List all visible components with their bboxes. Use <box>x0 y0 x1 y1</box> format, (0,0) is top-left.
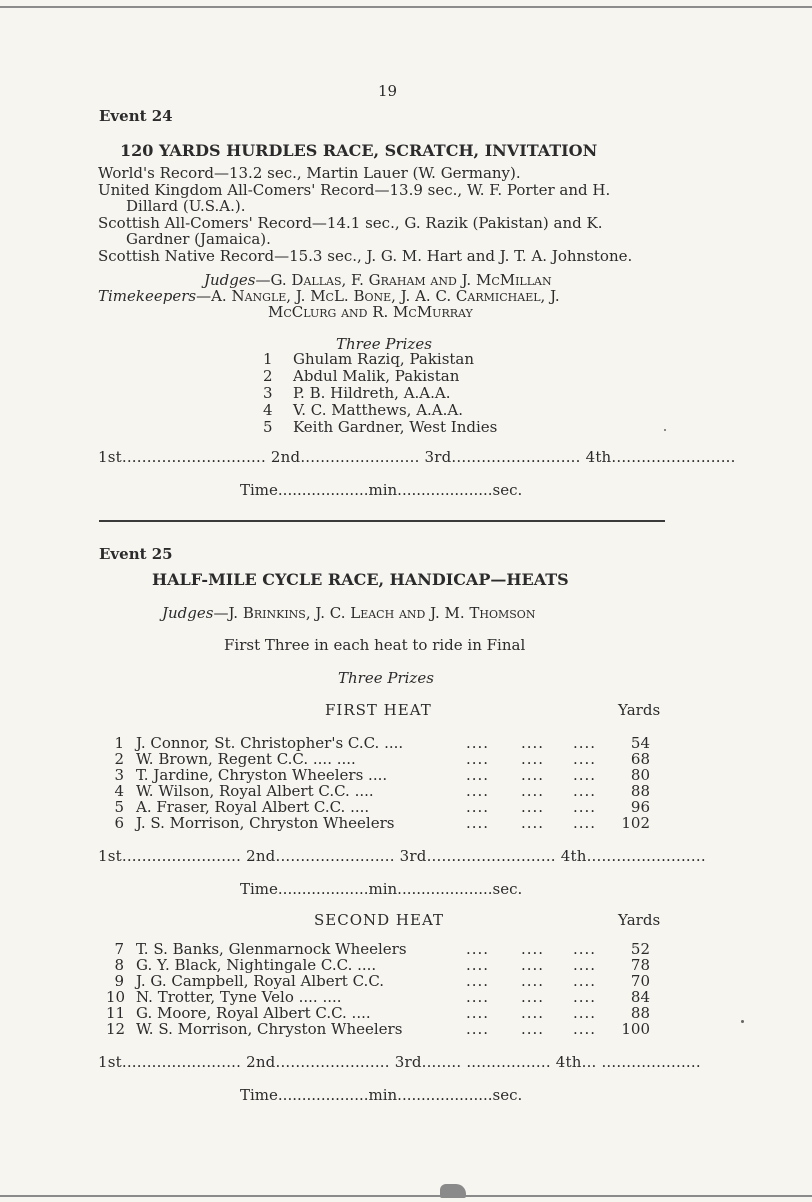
leader-dots: .... <box>466 798 490 816</box>
leader-dots: .... <box>466 940 490 958</box>
competitor-name: Abdul Malik, Pakistan <box>293 367 460 385</box>
entry-number: 4 <box>114 782 124 800</box>
entry-name: A. Fraser, Royal Albert C.C. .... <box>136 798 370 816</box>
first-heat-result-line[interactable]: 1st........................ 2nd........................ 3rd.......................... 4th........................ <box>98 847 706 865</box>
entry-number: 10 <box>106 988 126 1006</box>
table-row <box>106 940 650 958</box>
entry-yards: 54 <box>630 734 650 752</box>
entry-number: 7 <box>114 940 124 958</box>
leader-dots: .... <box>573 940 597 958</box>
competitor-number: 5 <box>263 418 273 436</box>
scan-mark <box>440 1184 466 1198</box>
leader-dots: .... <box>466 782 490 800</box>
table-row <box>106 1020 650 1038</box>
entry-name: T. Jardine, Chryston Wheelers .... <box>136 766 388 784</box>
leader-dots: .... <box>466 814 490 832</box>
leader-dots: .... <box>521 1020 545 1038</box>
uk-record: United Kingdom All-Comers' Record—13.9 sec., W. F. Porter and H. <box>98 181 611 199</box>
entry-name: J. G. Campbell, Royal Albert C.C. <box>136 972 385 990</box>
competitor-name: Ghulam Raziq, Pakistan <box>293 350 475 368</box>
entry-name: G. Moore, Royal Albert C.C. .... <box>136 1004 371 1022</box>
entry-name: N. Trotter, Tyne Velo .... .... <box>136 988 342 1006</box>
competitor-name: V. C. Matthews, A.A.A. <box>293 401 463 419</box>
table-row <box>106 750 650 768</box>
table-row <box>106 988 650 1006</box>
list-item <box>263 385 497 402</box>
leader-dots: .... <box>573 782 597 800</box>
table-row <box>106 956 650 974</box>
section-divider <box>99 520 665 522</box>
entry-yards: 100 <box>621 1020 650 1038</box>
entry-yards: 80 <box>630 766 650 784</box>
timekeepers-names: —A. Nangle, J. McL. Bone, J. A. C. Carmichael, J. <box>196 287 560 305</box>
competitor-number: 1 <box>263 350 273 368</box>
leader-dots: .... <box>573 814 597 832</box>
second-heat-title: SECOND HEAT <box>314 911 444 929</box>
second-heat-yards-header: Yards <box>618 911 661 929</box>
judges-names: —G. Dallas, F. Graham and J. McMillan <box>255 271 552 289</box>
table-row <box>106 972 650 990</box>
judges-names: —J. Brinkins, J. C. Leach and J. M. Thomson <box>213 604 536 622</box>
table-row <box>106 766 650 784</box>
entry-name: J. Connor, St. Christopher's C.C. .... <box>136 734 404 752</box>
entry-number: 5 <box>114 798 124 816</box>
entry-yards: 78 <box>630 956 650 974</box>
event-24-label: Event 24 <box>99 107 173 125</box>
leader-dots: .... <box>573 750 597 768</box>
event-24-time-line[interactable]: Time...................min....................sec. <box>240 481 523 499</box>
world-record: World's Record—13.2 sec., Martin Lauer (W. Germany). <box>98 164 521 182</box>
entry-yards: 102 <box>621 814 650 832</box>
table-row <box>106 1004 650 1022</box>
page-number: 19 <box>378 82 398 100</box>
native-record: Scottish Native Record—15.3 sec., J. G. M. Hart and J. T. A. Johnstone. <box>98 247 633 265</box>
scan-speck <box>664 429 666 431</box>
event-25-prizes: Three Prizes <box>338 669 434 687</box>
entry-number: 3 <box>114 766 124 784</box>
table-row <box>106 798 650 816</box>
judges-label: Judges <box>162 604 214 622</box>
leader-dots: .... <box>521 988 545 1006</box>
leader-dots: .... <box>466 972 490 990</box>
leader-dots: .... <box>573 766 597 784</box>
event-24-title: 120 YARDS HURDLES RACE, SCRATCH, INVITATION <box>120 141 598 160</box>
first-heat-yards-header: Yards <box>618 701 661 719</box>
scottish-record: Scottish All-Comers' Record—14.1 sec., G. Razik (Pakistan) and K. <box>98 214 603 232</box>
competitor-name: Keith Gardner, West Indies <box>293 418 498 436</box>
leader-dots: .... <box>521 940 545 958</box>
entry-number: 9 <box>114 972 124 990</box>
entry-number: 2 <box>114 750 124 768</box>
scottish-record-continued: Gardner (Jamaica). <box>126 230 271 248</box>
event-24-competitors <box>263 351 497 436</box>
entry-number: 8 <box>114 956 124 974</box>
leader-dots: .... <box>521 972 545 990</box>
scan-speck <box>741 1020 744 1023</box>
entry-yards: 88 <box>630 1004 650 1022</box>
entry-yards: 52 <box>630 940 650 958</box>
competitor-name: P. B. Hildreth, A.A.A. <box>293 384 451 402</box>
table-row <box>106 734 650 752</box>
scan-edge-bottom <box>0 1195 812 1197</box>
list-item <box>263 419 497 436</box>
event-24-timekeepers-continued: McClurg and R. McMurray <box>268 303 473 321</box>
leader-dots: .... <box>521 956 545 974</box>
event-24-prizes: Three Prizes <box>336 335 432 353</box>
entry-yards: 84 <box>630 988 650 1006</box>
judges-label: Judges <box>204 271 256 289</box>
second-heat-time-line[interactable]: Time...................min....................sec. <box>240 1086 523 1104</box>
entry-number: 12 <box>106 1020 126 1038</box>
entry-yards: 96 <box>630 798 650 816</box>
table-row <box>106 782 650 800</box>
leader-dots: .... <box>573 988 597 1006</box>
leader-dots: .... <box>521 814 545 832</box>
entry-yards: 68 <box>630 750 650 768</box>
entry-name: T. S. Banks, Glenmarnock Wheelers <box>136 940 407 958</box>
event-25-label: Event 25 <box>99 545 173 563</box>
leader-dots: .... <box>521 1004 545 1022</box>
leader-dots: .... <box>466 766 490 784</box>
leader-dots: .... <box>573 956 597 974</box>
leader-dots: .... <box>466 988 490 1006</box>
event-25-title: HALF-MILE CYCLE RACE, HANDICAP—HEATS <box>152 570 569 589</box>
leader-dots: .... <box>521 798 545 816</box>
leader-dots: .... <box>466 1004 490 1022</box>
leader-dots: .... <box>521 766 545 784</box>
event-25-judges <box>162 605 535 622</box>
leader-dots: .... <box>521 782 545 800</box>
entry-name: W. Brown, Regent C.C. .... .... <box>136 750 356 768</box>
entry-name: W. Wilson, Royal Albert C.C. .... <box>136 782 374 800</box>
entry-yards: 70 <box>630 972 650 990</box>
leader-dots: .... <box>521 750 545 768</box>
entry-name: W. S. Morrison, Chryston Wheelers <box>136 1020 403 1038</box>
leader-dots: .... <box>573 798 597 816</box>
leader-dots: .... <box>466 956 490 974</box>
leader-dots: .... <box>521 734 545 752</box>
first-heat-time-line[interactable]: Time...................min....................sec. <box>240 880 523 898</box>
leader-dots: .... <box>573 734 597 752</box>
second-heat-result-line[interactable]: 1st........................ 2nd....................... 3rd........ ................. 4th... .................... <box>98 1053 701 1071</box>
list-item <box>263 368 497 385</box>
entry-number: 11 <box>106 1004 126 1022</box>
leader-dots: .... <box>573 1004 597 1022</box>
entry-name: J. S. Morrison, Chryston Wheelers <box>136 814 395 832</box>
leader-dots: .... <box>466 1020 490 1038</box>
scan-edge-top <box>0 6 812 8</box>
leader-dots: .... <box>573 1020 597 1038</box>
event-24-result-line[interactable]: 1st............................. 2nd........................ 3rd.......................... 4th......................... <box>98 448 736 466</box>
event-25-note: First Three in each heat to ride in Final <box>224 636 526 654</box>
leader-dots: .... <box>573 972 597 990</box>
entry-yards: 88 <box>630 782 650 800</box>
table-row <box>106 814 650 832</box>
leader-dots: .... <box>466 734 490 752</box>
entry-number: 6 <box>114 814 124 832</box>
list-item <box>263 402 497 419</box>
uk-record-continued: Dillard (U.S.A.). <box>126 197 246 215</box>
leader-dots: .... <box>466 750 490 768</box>
competitor-number: 4 <box>263 401 273 419</box>
list-item <box>263 351 497 368</box>
competitor-number: 2 <box>263 367 273 385</box>
first-heat-title: FIRST HEAT <box>325 701 432 719</box>
entry-number: 1 <box>114 734 124 752</box>
timekeepers-label: Timekeepers <box>98 287 197 305</box>
competitor-number: 3 <box>263 384 273 402</box>
entry-name: G. Y. Black, Nightingale C.C. .... <box>136 956 377 974</box>
